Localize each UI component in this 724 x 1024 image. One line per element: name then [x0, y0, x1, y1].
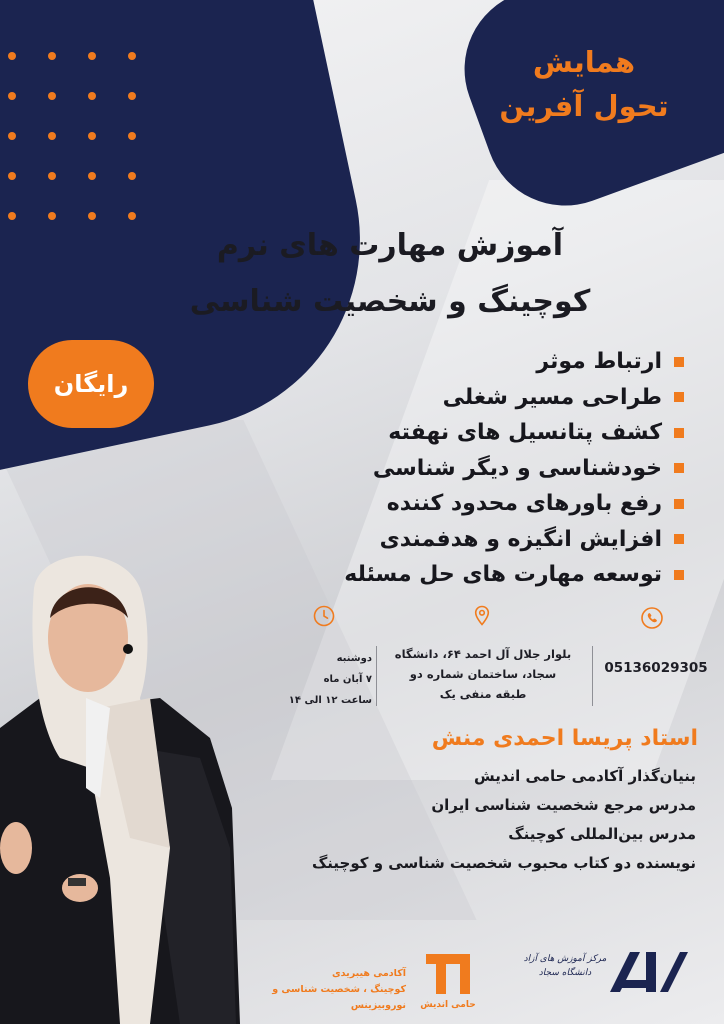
headline-line1: آموزش مهارت های نرم	[216, 228, 564, 263]
headline-line2: کوچینگ و شخصیت شناسی	[189, 284, 591, 319]
location-pin-icon	[470, 604, 494, 628]
address-line: بلوار جلال آل احمد ۶۴، دانشگاه	[394, 647, 572, 661]
credential-item: بنیان‌گذار آکادمی حامی اندیش	[474, 767, 696, 785]
topic-label: طراحی مسیر شغلی	[442, 384, 662, 410]
event-day: دوشنبه	[336, 653, 372, 664]
phone-icon	[640, 606, 664, 630]
divider	[376, 646, 377, 706]
sajad-university-logo	[606, 944, 690, 1000]
topic-item	[254, 486, 684, 522]
topic-label: خودشناسی و دیگر شناسی	[372, 455, 662, 481]
teacher-name: استاد پریسا احمدی منش	[431, 726, 698, 751]
topic-item	[254, 344, 684, 380]
topic-label: ارتباط موثر	[536, 349, 662, 375]
event-title	[474, 40, 694, 128]
topic-label: توسعه مهارت های حل مسئله	[344, 562, 662, 588]
academy-line: آکادمی هیبریدی	[331, 968, 406, 979]
topic-item	[254, 451, 684, 487]
bullet-icon	[674, 428, 684, 438]
university-caption	[522, 952, 608, 980]
topic-item	[254, 522, 684, 558]
academy-line: کوچینگ ، شخصیت شناسی و نوروبیزینس	[272, 984, 406, 1011]
event-title-line2: تحول آفرین	[499, 89, 669, 123]
bullet-icon	[674, 499, 684, 509]
topic-item	[254, 557, 684, 593]
topic-label: کشف پتانسیل های نهفته	[388, 420, 662, 446]
credential-item: مدرس بین‌المللی کوچینگ	[508, 825, 696, 843]
event-hours: ساعت ۱۲ الی ۱۴	[288, 695, 372, 706]
bullet-icon	[674, 392, 684, 402]
academy-description	[226, 966, 406, 1014]
topic-label: افزایش انگیزه و هدفمندی	[379, 526, 662, 552]
address	[380, 644, 586, 704]
credential-item: مدرس مرجع شخصیت شناسی ایران	[431, 796, 696, 814]
university-line: مرکز آموزش های آزاد	[523, 954, 607, 964]
free-badge: رایگان	[28, 340, 154, 428]
hami-caption: حامی اندیش	[420, 1000, 476, 1010]
credential-list	[226, 762, 696, 878]
topic-item	[254, 415, 684, 451]
topic-item	[254, 380, 684, 416]
credential-item: نویسنده دو کتاب محبوب شخصیت شناسی و کوچینگ	[311, 854, 696, 872]
topic-list	[254, 344, 684, 593]
university-line: دانشگاه سجاد	[538, 968, 592, 978]
orange-dot-grid	[8, 52, 178, 242]
clock-icon	[312, 604, 336, 628]
bullet-icon	[674, 357, 684, 367]
event-date: ۷ آبان ماه	[323, 674, 372, 685]
event-time	[286, 648, 372, 711]
bullet-icon	[674, 534, 684, 544]
address-line: سجاد، ساختمان شماره دو	[409, 667, 557, 681]
phone-number: 05136029305	[604, 660, 708, 676]
divider	[592, 646, 593, 706]
bullet-icon	[674, 463, 684, 473]
bullet-icon	[674, 570, 684, 580]
headline	[170, 218, 610, 330]
event-title-line1: همایش	[532, 45, 636, 79]
speaker-photo	[0, 548, 250, 1024]
address-line: طبقه منفی یک	[439, 687, 527, 701]
topic-label: رفع باورهای محدود کننده	[386, 491, 662, 517]
